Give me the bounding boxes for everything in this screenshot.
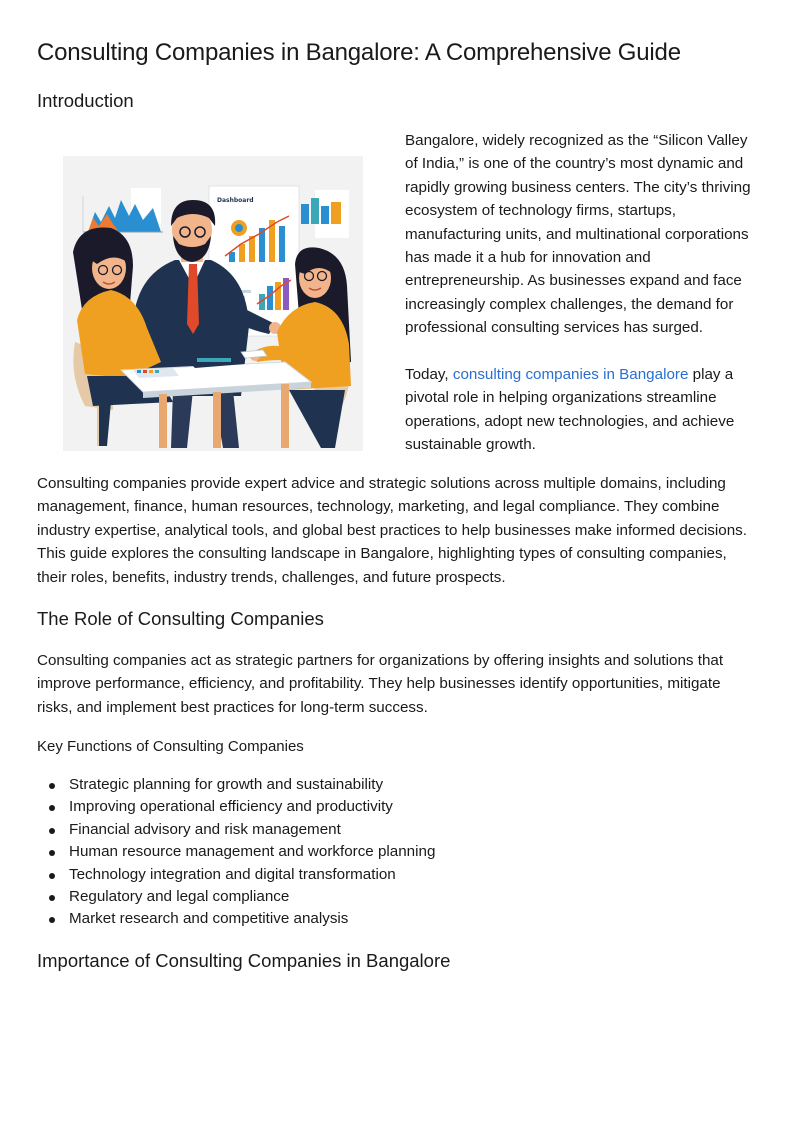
bullet-icon bbox=[49, 828, 55, 834]
consulting-companies-link[interactable]: consulting companies in Bangalore bbox=[452, 366, 689, 383]
importance-heading: Importance of Consulting Companies in Bangalore bbox=[37, 950, 451, 971]
list-item bbox=[37, 886, 435, 908]
list-item-text: Technology integration and digital transformation bbox=[69, 865, 396, 883]
list-item-text: Improving operational efficiency and productivity bbox=[69, 798, 393, 816]
bullet-icon bbox=[49, 850, 55, 856]
bullet-icon bbox=[49, 895, 55, 901]
intro-paragraph-2 bbox=[405, 363, 761, 457]
list-item bbox=[37, 908, 435, 930]
list-item bbox=[37, 796, 435, 818]
list-item-text: Market research and competitive analysis bbox=[69, 910, 349, 928]
list-item bbox=[37, 864, 435, 886]
list-item-text: Financial advisory and risk management bbox=[69, 820, 341, 838]
list-item bbox=[37, 841, 435, 863]
list-item-text: Regulatory and legal compliance bbox=[69, 888, 290, 906]
intro-paragraph-1: Bangalore, widely recognized as the “Silicon Valley of India,” is one of the country’s most dynamic and rapidly growing business centers. The city’s thriving ecosystem of technology firms, startups, manufacturing units, and multinational corporations has made it a hub for innovation and entrepreneurship. As businesses expand and face increasingly complex challenges, the demand for professional consulting services has surged. bbox=[405, 132, 751, 337]
bullet-icon bbox=[49, 917, 55, 923]
bullet-icon bbox=[49, 805, 55, 811]
dashboard-label: Dashboard bbox=[217, 197, 254, 204]
role-heading: The Role of Consulting Companies bbox=[37, 608, 324, 629]
list-item-text: Human resource management and workforce planning bbox=[69, 843, 436, 861]
intro-p2-start: Today, bbox=[405, 366, 453, 383]
functions-list bbox=[37, 774, 435, 931]
intro-p2-end: play a pivotal role in helping organizations streamline operations, adopt new technologies, and achieve sustainable growth. bbox=[405, 366, 735, 454]
list-item-text: Strategic planning for growth and sustainability bbox=[69, 776, 384, 793]
bullet-icon bbox=[49, 783, 55, 789]
list-item bbox=[37, 774, 435, 796]
intro-paragraph-3: Consulting companies provide expert advice and strategic solutions across multiple domains, including management, finance, human resources, technology, marketing, and legal compliance. They combine industry expertise, analytical tools, and global best practices to help businesses make informed decisions. This guide explores the consulting landscape in Bangalore, highlighting types of consulting companies, their roles, benefits, industry trends, challenges, and future prospects. bbox=[37, 475, 747, 586]
intro-heading: Introduction bbox=[37, 90, 134, 111]
functions-heading: Key Functions of Consulting Companies bbox=[37, 738, 304, 755]
page-title: Consulting Companies in Bangalore: A Comprehensive Guide bbox=[37, 39, 681, 66]
business-meeting-illustration bbox=[63, 156, 363, 451]
bullet-icon bbox=[49, 873, 55, 879]
list-item bbox=[37, 819, 435, 841]
role-paragraph: Consulting companies act as strategic partners for organizations by offering insights and solutions that improve performance, efficiency, and profitability. They help businesses identify opportunities, mitigate risks, and implement best practices for long-term success. bbox=[37, 652, 724, 716]
